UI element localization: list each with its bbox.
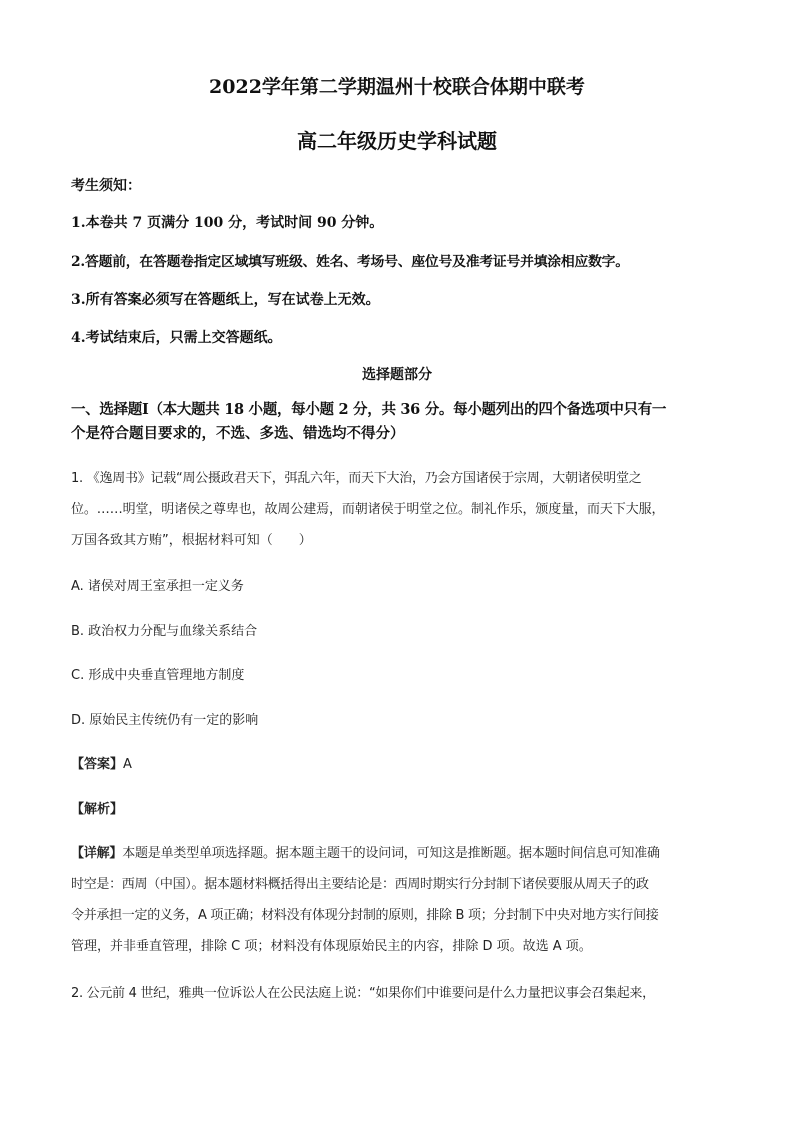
question-1-answer [71,753,132,772]
section-instruction [71,398,731,446]
detail-label: 【详解】 [71,846,123,861]
question-2-stem-line: 2. 公元前 4 世纪，雅典一位诉讼人在公民法庭上说：“如果你们中谁要问是什么力量把议事会召集起来， [71,986,655,1001]
notice-item-4: 4.考试结束后，只需上交答题纸。 [71,330,282,346]
exam-title: 2022学年第二学期温州十校联合体期中联考 [209,76,585,98]
question-1-stem [71,463,731,556]
notice-heading: 考生须知： [71,178,141,194]
question-1-detail [71,838,731,962]
question-1-stem-line: 1. 《逸周书》记载“周公摄政君天下，弭乱六年，而天下大治，乃会方国诸侯于宗周，大朝诸侯明堂之 [71,471,642,486]
notice-item-2: 2.答题前，在答题卷指定区域填写班级、姓名、考场号、座位号及准考证号并填涂相应数字。 [71,254,629,270]
notice-item-1: 1.本卷共 7 页满分 100 分，考试时间 90 分钟。 [71,215,384,231]
detail-line: 时空是：西周（中国）。据本题材料概括得出主要结论是：西周时期实行分封制下诸侯要服从周天子的政 [71,877,649,892]
question-1-option-d: D. 原始民主传统仍有一定的影响 [71,713,259,728]
question-1-option-a: A. 诸侯对周王室承担一定义务 [71,579,244,594]
analysis-label: 【解析】 [71,802,124,817]
notice-item-3: 3.所有答案必须写在答题纸上，写在试卷上无效。 [71,292,380,308]
question-1-stem-line: 万国各致其方贿”，根据材料可知（ ） [71,533,312,548]
instruction-line-1: 一、选择题Ⅰ（本大题共 18 小题，每小题 2 分，共 36 分。每小题列出的四个备选项中只有一 [71,401,667,418]
question-1-analysis-label [71,798,123,817]
question-1-option-c: C. 形成中央垂直管理地方制度 [71,668,245,683]
section-title: 选择题部分 [362,367,432,383]
answer-value: A [123,757,132,772]
exam-subtitle: 高二年级历史学科试题 [297,129,497,153]
detail-line: 管理，并非垂直管理，排除 C 项；材料没有体现原始民主的内容，排除 D 项。故选 A 项。 [71,939,592,954]
instruction-line-2: 个是符合题目要求的，不选、多选、错选均不得分） [71,425,405,442]
detail-line: 令并承担一定的义务，A 项正确；材料没有体现分封制的原则，排除 B 项；分封制下中央对地方实行间接 [71,908,659,923]
question-1-option-b: B. 政治权力分配与血缘关系结合 [71,624,258,639]
question-1-stem-line: 位。……明堂，明诸侯之尊卑也，故周公建焉，而朝诸侯于明堂之位。制礼作乐，颁度量，而天下大服， [71,502,665,517]
question-2-stem [71,978,731,1009]
detail-text: 本题是单类型单项选择题。据本题主题干的设问词，可知这是推断题。据本题时间信息可知准确 [122,846,660,861]
answer-label: 【答案】 [71,757,124,772]
detail-line [71,838,731,869]
